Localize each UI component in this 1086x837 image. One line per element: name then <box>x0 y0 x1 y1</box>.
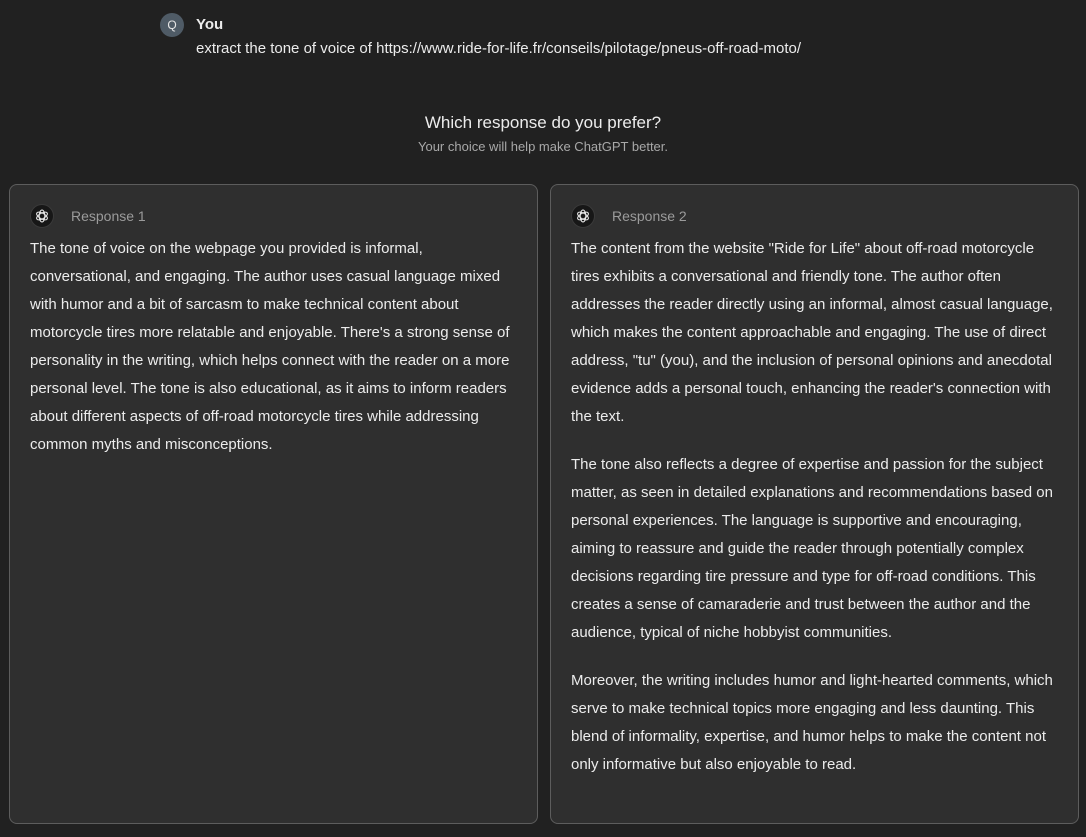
response-paragraph: Moreover, the writing includes humor and light-hearted comments, which serve to make technical topics more engaging and less daunting. This blend of informality, expertise, and humor helps to make the content not only informative but also enjoyable to read. <box>571 672 1053 773</box>
preference-prompt <box>0 113 1086 154</box>
response-body <box>30 235 520 459</box>
openai-logo-icon <box>571 204 595 228</box>
openai-logo-icon <box>30 204 54 228</box>
response-body <box>571 235 1061 779</box>
response-card-2[interactable] <box>550 184 1079 824</box>
response-paragraph: The tone also reflects a degree of expertise and passion for the subject matter, as seen in detailed explanations and recommendations based on personal experiences. The language is supportive and encouraging, aiming to reassure and guide the reader through potentially complex decisions regarding tire pressure and type for off-road conditions. This creates a sense of camaraderie and trust between the author and the audience, typical of niche hobbyist communities. <box>571 456 1053 641</box>
response-card-1[interactable] <box>9 184 538 824</box>
response-label: Response 1 <box>71 208 146 224</box>
user-avatar: Q <box>160 13 184 37</box>
response-paragraph: The tone of voice on the webpage you provided is informal, conversational, and engaging. The author uses casual language mixed with humor and a bit of sarcasm to make technical content about motorcycle tires more relatable and enjoyable. There's a strong sense of personality in the writing, which helps connect with the reader on a more personal level. The tone is also educational, as it aims to inform readers about different aspects of off-road motorcycle tires while addressing common myths and misconceptions. <box>30 240 510 453</box>
user-name: You <box>196 16 224 33</box>
user-message-text: extract the tone of voice of https://www.ride-for-life.fr/conseils/pilotage/pneus-off-road-moto/ <box>196 40 802 57</box>
response-paragraph: The content from the website "Ride for Life" about off-road motorcycle tires exhibits a conversational and friendly tone. The author often addresses the reader directly using an informal, almost casual language, which makes the content approachable and engaging. The use of direct address, "tu" (you), and the inclusion of personal opinions and anecdotal evidence adds a personal touch, enhancing the reader's connection with the text. <box>571 240 1053 425</box>
response-label: Response 2 <box>612 208 687 224</box>
preference-subtitle: Your choice will help make ChatGPT better. <box>417 139 669 154</box>
preference-title: Which response do you prefer? <box>424 113 662 132</box>
